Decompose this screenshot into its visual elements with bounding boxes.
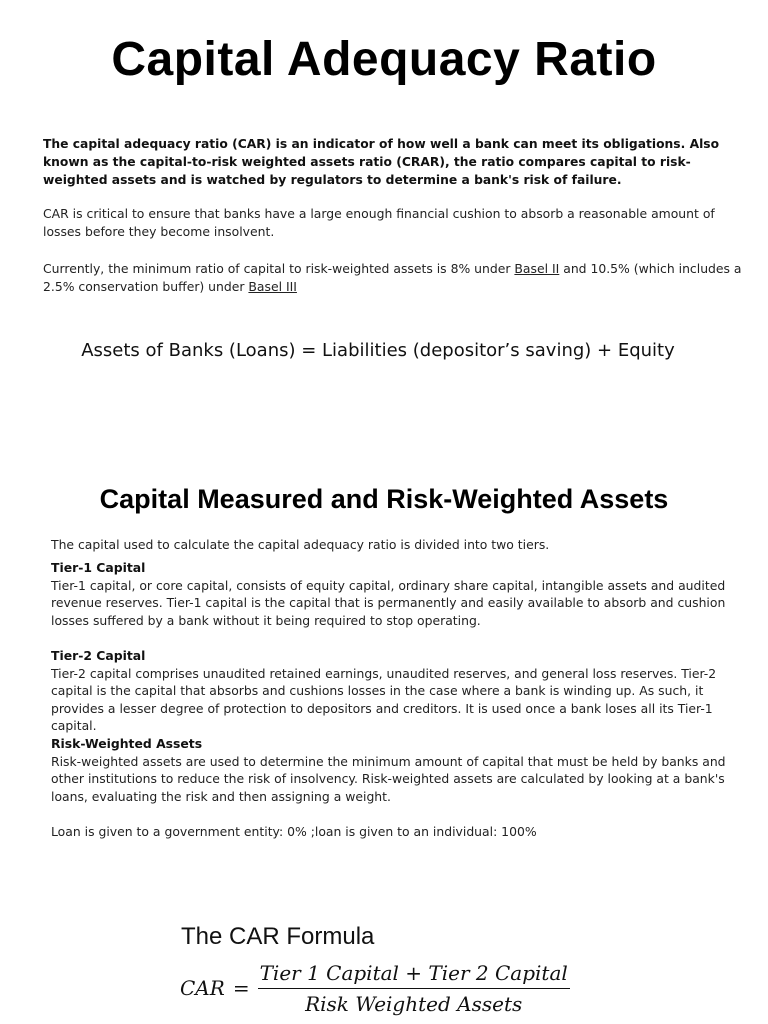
tier2-text: Tier-2 capital comprises unaudited retained earnings, unaudited reserves, and general loss reserves. Tier-2 capital is the capital that absorbs and cushions losses in the case where a bank is winding up. As such, it provides a lesser degree of protection to depositors and creditors. It is used once a bank loses all its Tier-1 capital. [51, 665, 717, 733]
tier1-block [51, 559, 751, 629]
intro-bold-paragraph: The capital adequacy ratio (CAR) is an indicator of how well a bank can meet its obligations. Also known as the capital-to-risk weighted assets ratio (CRAR), the ratio compares capital to risk-weighted assets and is watched by regulators to determine a bank's risk of failure. [43, 137, 720, 187]
formula-denominator: Risk Weighted Assets [305, 991, 523, 1016]
formula-fraction [258, 961, 570, 1016]
formula-numerator: Tier 1 Capital + Tier 2 Capital [258, 961, 570, 989]
formula-lhs: CAR [180, 976, 225, 1000]
basel-iii-link[interactable]: Basel III [248, 278, 297, 294]
page-title: Capital Adequacy Ratio [111, 33, 657, 86]
minimum-ratio-text-mid: and 10.5% (which includes a 2.5% conservation buffer) under [43, 261, 742, 294]
tiers-intro: The capital used to calculate the capital adequacy ratio is divided into two tiers. [51, 537, 550, 552]
rwa-block [51, 735, 751, 805]
car-formula [180, 958, 570, 1018]
rwa-text: Risk-weighted assets are used to determine the minimum amount of capital that must be held by banks and other institutions to reduce the risk of insolvency. Risk-weighted assets are calculated by looking at a bank's loans, evaluating the risk and then assigning a weight. [51, 753, 726, 804]
tier1-heading: Tier-1 Capital [51, 560, 146, 575]
car-importance-paragraph: CAR is critical to ensure that banks have a large enough financial cushion to absorb a reasonable amount of losses before they become insolvent. [43, 206, 715, 239]
loan-weights-text: Loan is given to a government entity: 0% ;loan is given to an individual: 100% [51, 824, 537, 839]
minimum-ratio-text-start: Currently, the minimum ratio of capital to risk-weighted assets is 8% under [43, 261, 515, 276]
tier2-heading: Tier-2 Capital [51, 648, 146, 663]
formula-equals: = [232, 976, 250, 1000]
rwa-heading: Risk-Weighted Assets [51, 736, 203, 751]
basel-ii-link[interactable]: Basel II [514, 261, 560, 276]
tier1-text: Tier-1 capital, or core capital, consists of equity capital, ordinary share capital, intangible assets and audited revenue reserves. Tier-1 capital is the capital that is permanently and easily available to absorb and cushion losses suffered by a bank without it being required to stop operating. [51, 577, 726, 628]
minimum-ratio-paragraph [43, 260, 743, 295]
tier2-block [51, 647, 751, 735]
formula-title: The CAR Formula [181, 923, 375, 950]
section-title: Capital Measured and Risk-Weighted Assets [99, 484, 669, 514]
balance-sheet-equation: Assets of Banks (Loans) = Liabilities (depositor’s saving) + Equity [81, 340, 675, 361]
